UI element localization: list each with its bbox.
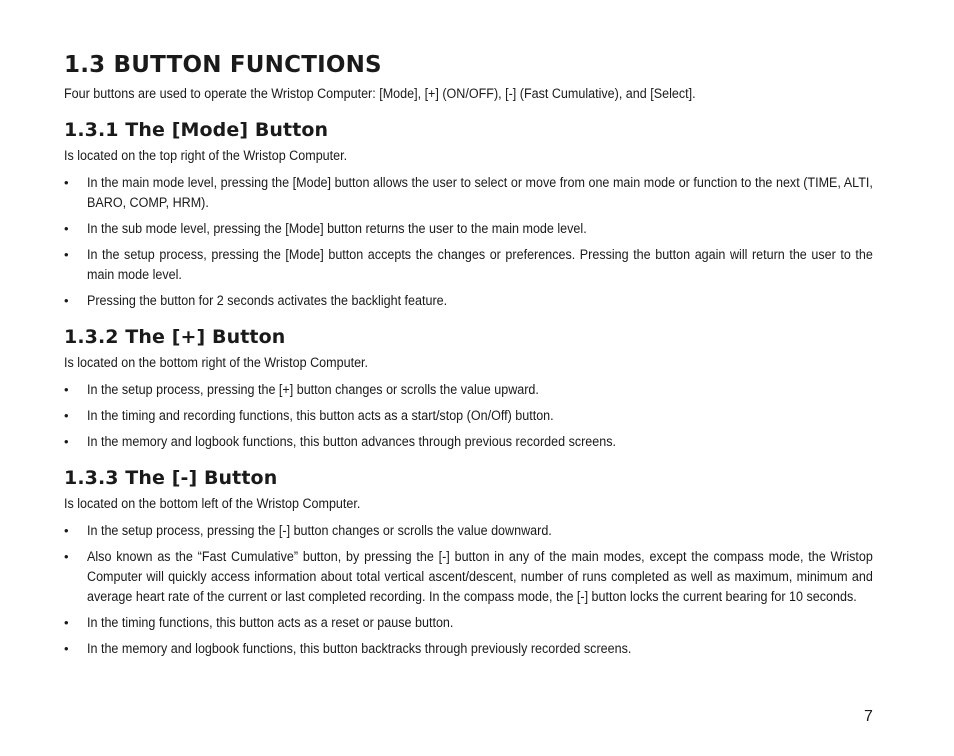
list-item-text: In the setup process, pressing the [-] button changes or scrolls the value downward.: [87, 523, 552, 538]
list-item-text: Pressing the button for 2 seconds activates the backlight feature.: [87, 293, 448, 308]
bullet-list: [64, 380, 876, 452]
bullet-marker: •: [64, 408, 69, 423]
bullet-marker: •: [64, 382, 69, 397]
list-item: [64, 173, 876, 213]
bullet-marker: •: [64, 247, 69, 262]
bullet-marker: •: [64, 641, 69, 656]
section-description: Is located on the top right of the Wristop Computer.: [64, 148, 348, 163]
list-item-text: In the timing and recording functions, this button acts as a start/stop (On/Off) button.: [87, 408, 554, 423]
intro-paragraph: Four buttons are used to operate the Wristop Computer: [Mode], [+] (ON/OFF), [-] (Fast Cumulative), and [Select].: [64, 86, 696, 101]
list-item: [64, 291, 876, 311]
section-heading: 1.3.2 The [+] Button: [64, 326, 286, 348]
bullet-list: [64, 173, 876, 311]
page-number: 7: [864, 708, 873, 725]
section-description: Is located on the bottom right of the Wristop Computer.: [64, 355, 369, 370]
list-item: [64, 639, 876, 659]
list-item-text: In the main mode level, pressing the [Mode] button allows the user to select or move from one main mode or function to the next (TIME, ALTI, BARO, COMP, HRM).: [87, 175, 873, 210]
list-item-text: In the memory and logbook functions, this button advances through previous recorded screens.: [87, 434, 617, 449]
list-item: [64, 613, 876, 633]
section-heading: 1.3.1 The [Mode] Button: [64, 119, 329, 141]
bullet-list: [64, 521, 876, 659]
list-item: [64, 547, 876, 607]
bullet-marker: •: [64, 221, 69, 236]
bullet-marker: •: [64, 434, 69, 449]
section-heading: 1.3.3 The [-] Button: [64, 467, 278, 489]
list-item-text: In the timing functions, this button acts as a reset or pause button.: [87, 615, 454, 630]
list-item-text: In the setup process, pressing the [Mode] button accepts the changes or preferences. Pressing the button again will return the user to the main mode level.: [87, 247, 873, 282]
bullet-marker: •: [64, 293, 69, 308]
section-mode-button: [64, 119, 876, 311]
page-title: 1.3 BUTTON FUNCTIONS: [64, 52, 382, 78]
bullet-marker: •: [64, 523, 69, 538]
list-item: [64, 380, 876, 400]
list-item-text: In the setup process, pressing the [+] button changes or scrolls the value upward.: [87, 382, 539, 397]
list-item-text: In the memory and logbook functions, this button backtracks through previously recorded screens.: [87, 641, 632, 656]
bullet-marker: •: [64, 175, 69, 190]
list-item: [64, 521, 876, 541]
section-plus-button: [64, 326, 876, 452]
section-description: Is located on the bottom left of the Wristop Computer.: [64, 496, 361, 511]
document-page: [64, 52, 876, 665]
list-item-text: Also known as the “Fast Cumulative” button, by pressing the [-] button in any of the main modes, except the compass mode, the Wristop Computer will quickly access information about total vertical ascent/descent, number of runs completed as well as maximum, minimum and average heart rate of the current or last completed recording. In the compass mode, the [-] button locks the current bearing for 10 seconds.: [87, 549, 873, 604]
list-item-text: In the sub mode level, pressing the [Mode] button returns the user to the main mode level.: [87, 221, 587, 236]
list-item: [64, 245, 876, 285]
bullet-marker: •: [64, 549, 69, 564]
bullet-marker: •: [64, 615, 69, 630]
list-item: [64, 432, 876, 452]
list-item: [64, 406, 876, 426]
list-item: [64, 219, 876, 239]
section-minus-button: [64, 467, 876, 659]
